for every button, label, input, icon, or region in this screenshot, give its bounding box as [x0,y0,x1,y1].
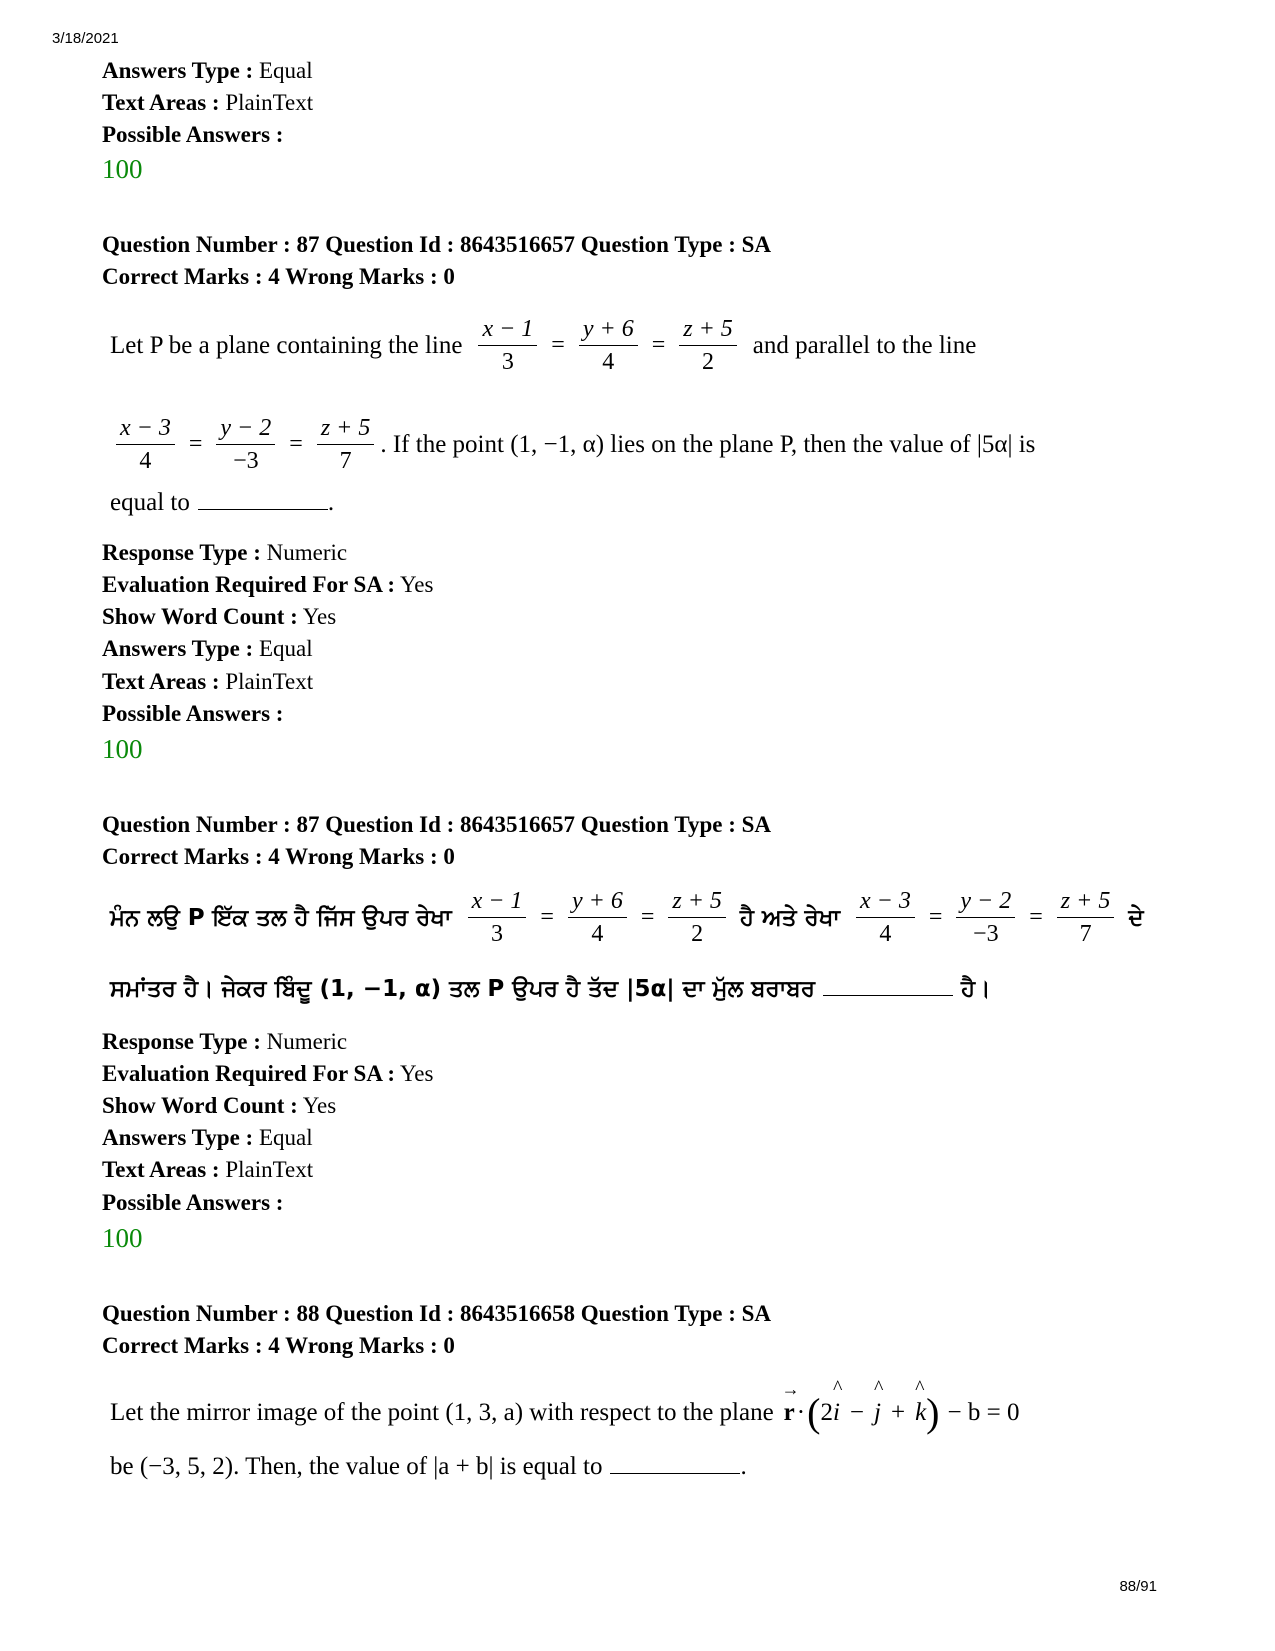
possible-answer-value: 100 [102,734,143,764]
question-text-line-1: Let the mirror image of the point (1, 3, a) with respect to the plane → r · ( 2 ^ i − ^ j + ^ k ) − b = 0 [110,1377,1020,1435]
text-areas-row: Text Areas : PlainText [102,1157,314,1182]
fraction: $\frac{z + 5}{7}$ [1057,887,1115,948]
question-text-line-1: Let P be a plane containing the line $\frac{x - 1}{3}$ = $\frac{y + 6}{4}$ = $\frac{z + 5}{2}$ and parallel to the line [110,316,977,375]
fraction: $\frac{z + 5}{2}$ [668,887,726,948]
question-header: Question Number : 87 Question Id : 8643516657 Question Type : SA [102,812,772,837]
question-text-line-2: $\frac{x - 3}{4}$ = $\frac{y - 2}{-3}$ = $\frac{z + 5}{7}$ . If the point (1, −1, α) lies on the plane P, then the value of |5α| is [110,414,1045,475]
question-header: Question Number : 87 Question Id : 8643516657 Question Type : SA [102,232,772,257]
question-header: Question Number : 88 Question Id : 8643516658 Question Type : SA [102,1301,772,1326]
answers-type-row: Answers Type : Equal [102,1125,313,1150]
marks-row: Correct Marks : 4 Wrong Marks : 0 [102,844,455,869]
possible-answer-value: 100 [102,154,143,184]
text-areas-row: Text Areas : PlainText [102,669,314,694]
marks-row: Correct Marks : 4 Wrong Marks : 0 [102,264,455,289]
print-date: 3/18/2021 [52,30,119,47]
response-type-row: Response Type : Numeric [102,540,348,565]
answer-blank [823,977,953,996]
fraction: $\frac{z + 5}{2}$ [679,315,737,376]
word-count-row: Show Word Count : Yes [102,1093,337,1118]
question-text-punjabi-line-2: ਸਮਾਂਤਰ ਹੈ। ਜੇਕਰ ਬਿੰਦੂ (1, −1, α) ਤਲ P ਉਪਰ ਹੈ ਤੱਦ |5α| ਦਾ ਮੁੱਲ ਬਰਾਬਰ ਹੈ। [110,976,991,1002]
fraction: $\frac{y + 6}{4}$ [579,315,638,376]
answer-blank [198,491,328,510]
fraction: $\frac{y - 2}{-3}$ [216,414,275,475]
question-text-line-2: be (−3, 5, 2). Then, the value of |a + b| is equal to . [110,1453,747,1480]
question-text-line-3: equal to . [110,489,335,516]
question-text-punjabi-line-1: ਮੰਨ ਲਉ P ਇੱਕ ਤਲ ਹੈ ਜਿੱਸ ਉਪਰ ਰੇਖਾ $\frac{x - 1}{3}$ = $\frac{y + 6}{4}$ = $\frac{z + 5}{2}$ ਹੈ ਅਤੇ ਰੇਖਾ $\frac{x - 3}{4}$ = $\frac{y - 2}{-3}$ = $\frac{z + 5}{7}$ ਦੇ [110,888,1144,947]
fraction: $\frac{x - 3}{4}$ [856,887,915,948]
response-type-row: Response Type : Numeric [102,1029,348,1054]
fraction: $\frac{y - 2}{-3}$ [956,887,1015,948]
fraction: $\frac{x - 1}{3}$ [478,315,537,376]
text-areas-row: Text Areas : PlainText [102,90,314,115]
marks-row: Correct Marks : 4 Wrong Marks : 0 [102,1333,455,1358]
word-count-row: Show Word Count : Yes [102,604,337,629]
evaluation-row: Evaluation Required For SA : Yes [102,1061,434,1086]
page-number: 88/91 [1119,1578,1157,1595]
answers-type-row: Answers Type : Equal [102,636,313,661]
fraction: $\frac{x - 1}{3}$ [468,887,527,948]
evaluation-row: Evaluation Required For SA : Yes [102,572,434,597]
possible-answer-value: 100 [102,1223,143,1253]
fraction: $\frac{x - 3}{4}$ [116,414,175,475]
possible-answers-label: Possible Answers : [102,701,284,726]
answers-type-row: Answers Type : Equal [102,58,313,83]
possible-answers-label: Possible Answers : [102,1190,284,1215]
answer-blank [610,1455,740,1474]
fraction: $\frac{y + 6}{4}$ [568,887,627,948]
fraction: $\frac{z + 5}{7}$ [317,414,375,475]
vector-r: → r [781,1379,800,1426]
possible-answers-label: Possible Answers : [102,122,284,147]
